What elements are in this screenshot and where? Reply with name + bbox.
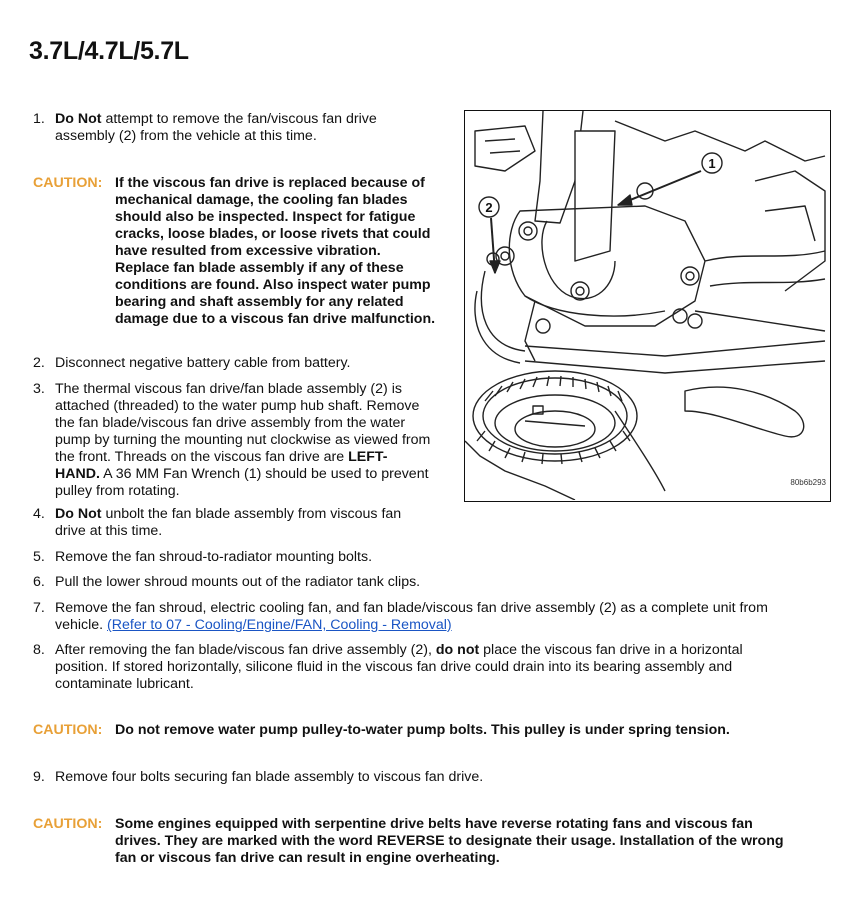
caution-line: fan or viscous fan drive can result in engine overheating. [115,850,500,866]
emphasis: HAND. [55,466,100,482]
step-text: attempt to remove the fan/viscous fan drive [101,111,377,127]
step-text: position. If stored horizontally, silicone fluid in the viscous fan drive could drain into its bearing assembly and [55,659,733,675]
step-text: vehicle. [55,617,108,633]
step-text: attached (threaded) to the water pump hub shaft. Remove [55,398,420,414]
caution-line: conditions are found. Also inspect water pump [115,277,431,293]
step-text: Remove the fan shroud, electric cooling fan, and fan blade/viscous fan drive assembly (2) as a complete unit from [55,600,768,616]
caution-line: Replace fan blade assembly if any of these [115,260,404,276]
caution-label: CAUTION: [33,722,103,738]
step-text: unbolt the fan blade assembly from viscous fan [101,506,402,522]
caution-line: drives. They are marked with the word REVERSE to designate their usage. Installation of the wrong [115,833,784,849]
caution-line: should also be inspected. Inspect for fatigue [115,209,416,225]
step-text: the front. Threads on the viscous fan drive are [55,449,349,465]
fan-drive-illustration [464,110,831,502]
step-number: 8. [33,642,45,658]
step-text: the fan blade/viscous fan drive assembly from the water [55,415,406,431]
caution-line: mechanical damage, the cooling fan blades [115,192,408,208]
callout-2-label: 2 [485,200,493,215]
emphasis: do not [435,642,480,658]
caution-line: If the viscous fan drive is replaced because of [115,175,425,191]
cross-reference-link[interactable]: (Refer to 07 - Cooling/Engine/FAN, Cooling - Removal) [107,617,452,633]
callout-1-label: 1 [708,156,716,171]
step-number: 1. [33,111,45,127]
caution-line: cracks, loose blades, or loose rivets that could [115,226,431,242]
step-number: 3. [33,381,45,397]
emphasis: LEFT- [348,449,388,465]
caution-line: damage due to a viscous fan drive malfunction. [115,311,436,327]
step-text: pump by turning the mounting nut clockwise as viewed from [55,432,431,448]
step-number: 9. [33,769,45,785]
caution-text [115,722,730,739]
step-text: Pull the lower shroud mounts out of the radiator tank clips. [55,574,421,590]
caution-text [115,175,460,328]
engine-line-drawing [465,111,829,500]
step-number: 2. [33,355,45,371]
step-text: drive at this time. [55,523,163,539]
caution-line: have resulted from excessive vibration. [115,243,381,259]
caution-line: Some engines equipped with serpentine drive belts have reverse rotating fans and viscous fan [115,816,753,832]
step-text: The thermal viscous fan drive/fan blade assembly (2) is [55,381,402,397]
step-text: contaminate lubricant. [55,676,194,692]
caution-label: CAUTION: [33,816,103,832]
step-number: 7. [33,600,45,616]
emphasis: Do Not [55,111,102,127]
page-title: 3.7L/4.7L/5.7L [29,37,189,65]
caution-text [115,816,784,867]
step-text: pulley from rotating. [55,483,180,499]
caution-line: Do not remove water pump pulley-to-water pump bolts. This pulley is under spring tension. [115,722,730,738]
step-number: 5. [33,549,45,565]
step-text: place the viscous fan drive in a horizontal [479,642,743,658]
step-number: 4. [33,506,45,522]
step-number: 6. [33,574,45,590]
step-text: A 36 MM Fan Wrench (1) should be used to prevent [99,466,429,482]
step-text: assembly (2) from the vehicle at this time. [55,128,317,144]
emphasis: Do Not [55,506,102,522]
step-text: Disconnect negative battery cable from battery. [55,355,351,371]
step-text: Remove four bolts securing fan blade assembly to viscous fan drive. [55,769,484,785]
caution-label: CAUTION: [33,175,103,191]
step-text: After removing the fan blade/viscous fan drive assembly (2), [55,642,436,658]
caution-line: bearing and shaft assembly for any related [115,294,404,310]
step-text: Remove the fan shroud-to-radiator mounting bolts. [55,549,373,565]
figure-id: 80b6b293 [790,478,826,487]
